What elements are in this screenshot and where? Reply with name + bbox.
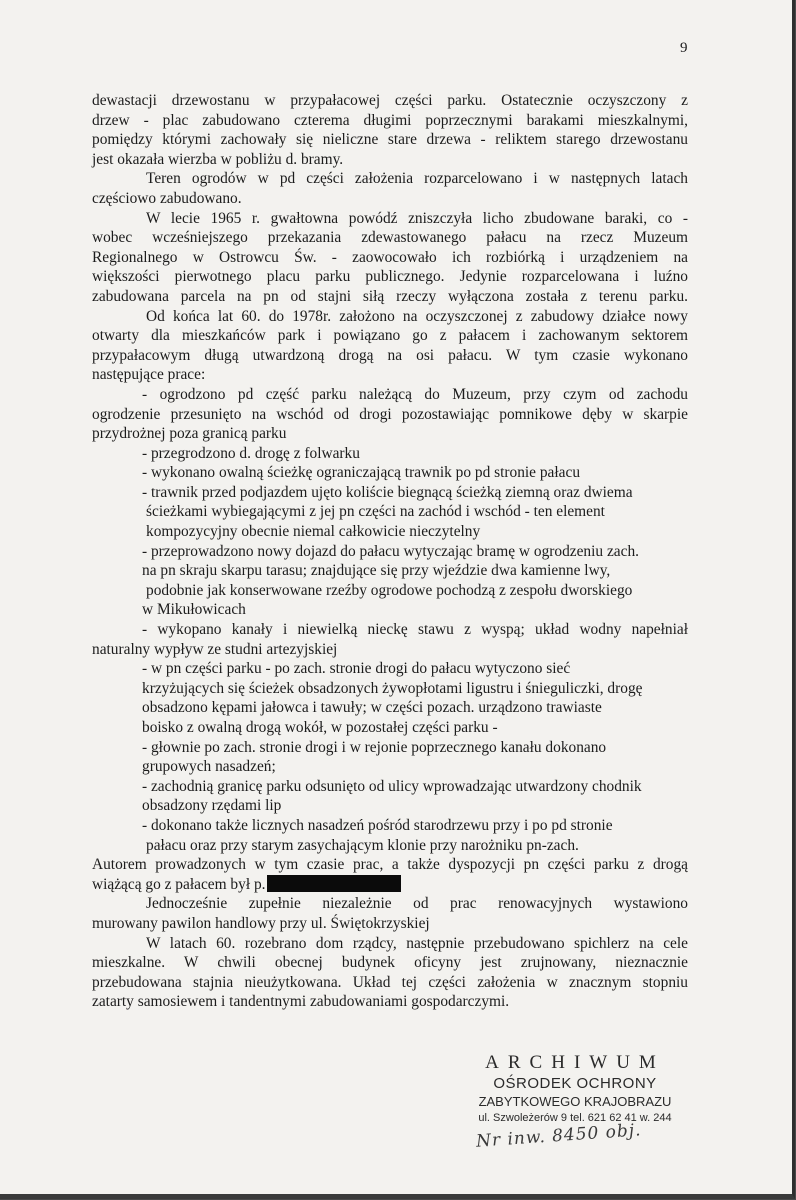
stamp-line-2: OŚRODEK OCHRONY — [493, 1075, 657, 1092]
text-line: - przegrodzono d. drogę z folwarku — [142, 444, 360, 462]
text-line: krzyżujących się ścieżek obsadzonych żywopłotami ligustru i śnieguliczki, drogę — [142, 679, 643, 697]
text-line: - głownie po zach. stronie drogi i w rejonie poprzecznego kanału dokonano — [142, 738, 607, 756]
text-line: - dokonano także licznych nasadzeń pośród starodrzewu przy i po pd stronie — [142, 816, 613, 834]
stamp-address: ul. Szwoleżerów 9 tel. 621 62 41 w. 244 — [478, 1112, 672, 1124]
text-line: w Mikułowicach — [142, 601, 246, 619]
text-line: jest okazała wierzba w pobliżu d. bramy. — [92, 150, 344, 168]
text-line: - wykopano kanały i niewielką nieckę stawu z wyspą; układ wodny napełniał — [142, 621, 688, 639]
text-line: przebudowana stajnia nieużytkowana. Układ tej części założenia w znacznym stopniu — [92, 973, 688, 991]
text-line: większości pierwotnego placu parku publicznego. Jedynie rozparcelowana i luźno — [92, 268, 688, 286]
text-line: Od końca lat 60. do 1978r. założono na oczyszczonej z zabudowy działce nowy — [146, 307, 688, 325]
text-line: naturalny wypływ ze studni artezyjskiej — [92, 640, 338, 658]
text-line: - ogrodzono pd część parku należącą do Muzeum, przy czym od zachodu — [142, 385, 688, 403]
stamp-title: ARCHIWUM — [485, 1052, 665, 1073]
text-line: kompozycyjny obecnie niemal całkowicie nieczytelny — [146, 523, 481, 541]
text-line: obsadzono kępami jałowca i tawuły; w części pozach. urządzono trawiaste — [142, 699, 602, 717]
text-line: zabudowana parcela na pn od stajni siłą rzeczy wyłączona została z terenu parku. — [92, 287, 688, 305]
text-line: - zachodnią granicę parku odsunięto od ulicy wprowadzając utwardzony chodnik — [142, 777, 642, 795]
archive-stamp — [470, 1052, 680, 1124]
text-line: - przeprowadzono nowy dojazd do pałacu wytyczając bramę w ogrodzeniu zach. — [142, 542, 639, 560]
text-line: murowany pawilon handlowy przy ul. Świętokrzyskiej — [92, 914, 430, 932]
text-line: - wykonano owalną ścieżkę ograniczającą trawnik po pd stronie pałacu — [142, 464, 581, 482]
text-line: zatarty samosiewem i tandentnymi zabudowaniami gospodarczymi. — [92, 993, 510, 1011]
text-line: pomiędzy którymi zachowały się nieliczne stare drzewa - reliktem starego drzewostanu — [92, 131, 688, 149]
text-line: - trawnik przed podjazdem ujęto koliście biegnącą ścieżką ziemną oraz dwiema — [142, 483, 633, 501]
body-text — [92, 91, 688, 1012]
stamp-line-3: ZABYTKOWEGO KRAJOBRAZU — [478, 1094, 672, 1109]
text-line: mieszkalne. W chwili obecnej budynek oficyny jest zrujnowany, nieznacznie — [92, 954, 688, 972]
text-line: Teren ogrodów w pd części założenia rozparcelowano i w następnych latach — [146, 170, 688, 188]
text-line: otwarty dla mieszkańców park i powiązano go z pałacem i zachowanym sektorem — [92, 327, 688, 345]
text-line: przydrożnej poza granicą parku — [92, 425, 287, 443]
redaction-bar — [267, 875, 401, 892]
text-line: wiążącą go z pałacem był p. — [92, 875, 688, 895]
text-line: przypałacowym długą utwardzoną drogą na osi pałacu. W tym czasie wykonano — [92, 346, 688, 364]
text-line: dewastacji drzewostanu w przypałacowej części parku. Ostatecznie oczyszczony z — [92, 92, 688, 109]
text-line: pałacu oraz przy starym zasychającym klonie przy narożniku pn-zach. — [146, 836, 579, 854]
text-line: boisko z owalną drogą wokół, w pozostałej części parku - — [142, 719, 498, 736]
text-line: W latach 60. rozebrano dom rządcy, następnie przebudowano spichlerz na cele — [146, 934, 688, 952]
text-line: W lecie 1965 r. gwałtowna powódź zniszczyła licho zbudowane baraki, co - — [146, 209, 688, 227]
text-line: ogrodzenie przesunięto na wschód od drogi pozostawiając pomnikowe dęby w skarpie — [92, 405, 688, 423]
text-line: Autorem prowadzonych w tym czasie prac, a także dyspozycji pn części parku z drogą — [92, 856, 688, 874]
text-line: - w pn części parku - po zach. stronie drogi do pałacu wytyczono sieć — [142, 660, 571, 678]
text-line: na pn skraju skarpu tarasu; znajdujące się przy wjeździe dwa kamienne lwy, — [142, 562, 611, 580]
page-number: 9 — [680, 40, 688, 56]
text-line: Regionalnego w Ostrowcu Św. - zaowocowało ich rozbiórką i urządzeniem na — [92, 248, 688, 266]
text-line: Jednocześnie zupełnie niezależnie od prac renowacyjnych wystawiono — [146, 895, 688, 913]
text-line: wobec wcześniejszego przekazania zdewastowanego pałacu na rzecz Muzeum — [92, 229, 688, 247]
text-line: następujące prace: — [92, 366, 206, 384]
text-line: podobnie jak konserwowane rzeźby ogrodowe pochodzą z zespołu dworskiego — [146, 581, 633, 599]
text-line: obsadzony rzędami lip — [142, 797, 282, 815]
text-line: grupowych nasadzeń; — [142, 758, 276, 776]
text-line: drzew - plac zabudowano czterema długimi poprzecznymi barakami mieszkalnymi, — [92, 111, 688, 129]
handwritten-inventory-note: Nr inw. 8450 obj. — [475, 1120, 643, 1152]
text-line: częściowo zabudowano. — [92, 189, 242, 207]
text-line: ścieżkami wybiegającymi z jej pn części na zachód i wschód - ten element — [146, 503, 605, 521]
